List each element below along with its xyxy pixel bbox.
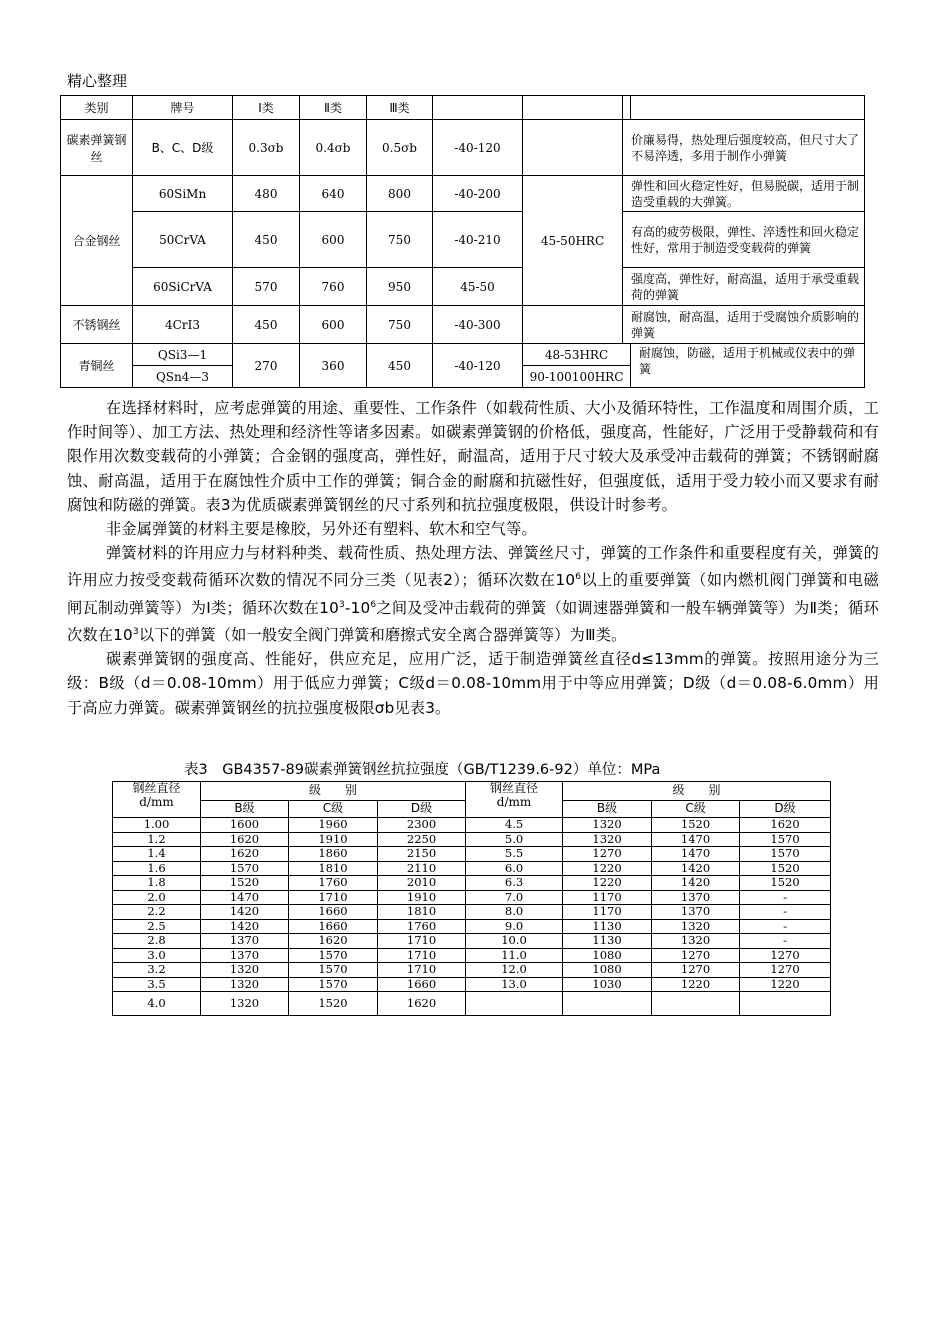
header-d: D级: [378, 801, 466, 818]
header-class-1: Ⅰ类: [233, 96, 300, 120]
header-c-2: C级: [652, 801, 740, 818]
cell-grade: 4CrI3: [133, 306, 233, 344]
table-cell: 9.0: [466, 919, 563, 934]
paragraph-allowable-stress: 弹簧材料的许用应力与材料种类、载荷性质、热处理方法、弹簧丝尺寸，弹簧的工作条件和重要程度有关，弹簧的许用应力按受变载荷循环次数的情况不同分三类（见表2）；循环次数在$10^6$以上的重要弹簧（如内燃机阀门弹簧和电磁闸瓦制动弹簧等）为Ⅰ类；循环次数在$10^3-10^6$之间及受冲击载荷的弹簧（如调速器弹簧和一般车辆弹簧等）为Ⅱ类；循环次数在$10^3$以下的弹簧（如一般安全阀门弹簧和磨擦式安全离合器弹簧等）为Ⅲ类。: [67, 544, 880, 645]
table-cell: 1220: [563, 876, 652, 891]
table-cell: 2110: [378, 861, 466, 876]
header-c: C级: [289, 801, 378, 818]
table-cell: 1220: [563, 861, 652, 876]
group-carbon: 碳素弹簧钢丝: [61, 120, 133, 176]
table-cell: 1270: [652, 948, 740, 963]
table-cell: 1910: [289, 832, 378, 847]
table-cell: 6.3: [466, 876, 563, 891]
table-cell: 1620: [740, 818, 831, 833]
cell-class-3: 450: [367, 344, 433, 388]
table-cell: 1810: [289, 861, 378, 876]
cell-class-1: 270: [233, 344, 300, 388]
header-d-2: D级: [740, 801, 831, 818]
table-cell: 13.0: [466, 977, 563, 992]
table-cell: 1520: [201, 876, 289, 891]
cell-class-3: 800: [367, 176, 433, 212]
table-cell: 1420: [652, 876, 740, 891]
table-cell: 12.0: [466, 963, 563, 978]
table-cell: 1960: [289, 818, 378, 833]
table-cell: 6.0: [466, 861, 563, 876]
table-row: [113, 832, 831, 847]
table-cell: 1660: [289, 905, 378, 920]
header-blank-6: [523, 96, 623, 120]
table-row: [113, 948, 831, 963]
table-cell: [563, 992, 652, 1016]
table-cell: -: [740, 919, 831, 934]
cell-class-1: 450: [233, 212, 300, 268]
table-cell: 1420: [201, 919, 289, 934]
cell-class-3: 750: [367, 306, 433, 344]
cell-temp: -40-200: [433, 176, 523, 212]
table-cell: 1080: [563, 963, 652, 978]
table-cell: 1.00: [113, 818, 201, 833]
table-cell: 5.0: [466, 832, 563, 847]
table-cell: 1270: [563, 847, 652, 862]
table-cell: 1570: [201, 861, 289, 876]
table-cell: 2250: [378, 832, 466, 847]
table-row: [113, 818, 831, 833]
cell-hardness: [523, 120, 623, 176]
table-cell: 1320: [201, 992, 289, 1016]
table-cell: 1420: [652, 861, 740, 876]
cell-desc: 弹性和回火稳定性好，但易脱碳，适用于制造受重载的大弹簧。: [623, 176, 865, 212]
tensile-strength-table: [112, 781, 831, 1016]
table-cell: 1710: [378, 963, 466, 978]
table-cell: 2300: [378, 818, 466, 833]
cell-desc: 价廉易得，热处理后强度较高，但尺寸大了不易淬透，多用于制作小弹簧: [623, 120, 865, 176]
table-cell: 1370: [201, 934, 289, 949]
table-cell: 2150: [378, 847, 466, 862]
table-cell: 1660: [378, 977, 466, 992]
table-cell: 8.0: [466, 905, 563, 920]
cell-temp: -40-120: [433, 120, 523, 176]
header-diameter-2: 钢丝直径 d/mm: [466, 782, 563, 818]
table-cell: 1470: [652, 832, 740, 847]
table-cell: 7.0: [466, 890, 563, 905]
cell-grade: B、C、D级: [133, 120, 233, 176]
table-cell: 1320: [563, 832, 652, 847]
table-cell: 2.8: [113, 934, 201, 949]
table-cell: 1220: [652, 977, 740, 992]
table-cell: 1130: [563, 934, 652, 949]
table-cell: 1860: [289, 847, 378, 862]
table-cell: 2.5: [113, 919, 201, 934]
table-cell: 1570: [740, 832, 831, 847]
table-cell: 1810: [378, 905, 466, 920]
table-cell: 1520: [652, 818, 740, 833]
table-row: [61, 268, 865, 306]
table-row: [113, 992, 831, 1016]
cell-grade: 60SiMn: [133, 176, 233, 212]
cell-temp: -40-120: [433, 344, 523, 388]
group-alloy: 合金钢丝: [61, 176, 133, 306]
cell-temp: 45-50: [433, 268, 523, 306]
cell-desc: 强度高，弹性好，耐高温，适用于承受重载荷的弹簧: [623, 268, 865, 306]
table-cell: -: [740, 890, 831, 905]
table-cell: 4.0: [113, 992, 201, 1016]
page-header: 精心整理: [67, 72, 128, 90]
cell-hardness: [523, 306, 623, 344]
table-cell: 1270: [652, 963, 740, 978]
cell-desc: 耐腐蚀，防磁，适用于机械或仪表中的弹簧: [631, 344, 865, 388]
table-cell: 1660: [289, 919, 378, 934]
table-cell: 1420: [201, 905, 289, 920]
header-b-2: B级: [563, 801, 652, 818]
table-cell: 1370: [652, 890, 740, 905]
header-b: B级: [201, 801, 289, 818]
cell-temp: -40-300: [433, 306, 523, 344]
table-row: [61, 212, 865, 268]
cell-class-1: 570: [233, 268, 300, 306]
table-cell: 1570: [289, 948, 378, 963]
table-cell: 1600: [201, 818, 289, 833]
table-cell: 1760: [289, 876, 378, 891]
table3-header-row: [113, 782, 831, 801]
table-cell: 2.0: [113, 890, 201, 905]
cell-hardness: 90-100100HRC: [523, 366, 631, 388]
table-cell: 1080: [563, 948, 652, 963]
table-cell: 1320: [201, 977, 289, 992]
cell-temp: -40-210: [433, 212, 523, 268]
table-row: [113, 905, 831, 920]
table-cell: 1520: [740, 876, 831, 891]
table-cell: 1710: [378, 948, 466, 963]
spring-material-table: [60, 95, 865, 388]
cell-class-2: 360: [300, 344, 367, 388]
cell-class-1: 450: [233, 306, 300, 344]
table-cell: 5.5: [466, 847, 563, 862]
group-bronze: 青铜丝: [61, 344, 133, 388]
cell-desc: 有高的疲劳极限，弹性、淬透性和回火稳定性好，常用于制造受变载荷的弹簧: [623, 212, 865, 268]
table-row: [61, 344, 865, 366]
table-row: [61, 306, 865, 344]
table-cell: [466, 992, 563, 1016]
table-cell: 1470: [652, 847, 740, 862]
cell-hardness: 48-53HRC: [523, 344, 631, 366]
paragraph-material-selection: 在选择材料时，应考虑弹簧的用途、重要性、工作条件（如载荷性质、大小及循环特性，工作温度和周围介质，工作时间等）、加工方法、热处理和经济性等诸多因素。如碳素弹簧钢的价格低，强度高，性能好，广泛用于受静载荷和有限作用次数变载荷的小弹簧；合金钢的强度高，弹性好，耐温高，适用于尺寸较大及承受冲击载荷的弹簧；不锈钢耐腐蚀、耐高温，适用于在腐蚀性介质中工作的弹簧；铜合金的耐腐和抗磁性好，但强度低，适用于受力较小而又要求有耐腐蚀和防磁的弹簧。表3为优质碳素弹簧钢丝的尺寸系列和抗拉强度极限，供设计时参考。: [67, 399, 879, 514]
header-diameter: 钢丝直径 d/mm: [113, 782, 201, 818]
group-stainless: 不锈钢丝: [61, 306, 133, 344]
header-blank-7: [623, 96, 631, 120]
table3-caption: 表3 GB4357-89碳素弹簧钢丝抗拉强度（GB/T1239.6-92）单位：MPa: [184, 762, 661, 778]
table-cell: 3.2: [113, 963, 201, 978]
cell-class-2: 0.4σb: [300, 120, 367, 176]
table-cell: 1570: [740, 847, 831, 862]
header-blank-5: [433, 96, 523, 120]
table-cell: 1520: [740, 861, 831, 876]
header-grade: 牌号: [133, 96, 233, 120]
table-cell: 1470: [201, 890, 289, 905]
table-cell: 1760: [378, 919, 466, 934]
table-row: [113, 861, 831, 876]
table-cell: 3.5: [113, 977, 201, 992]
cell-class-2: 600: [300, 306, 367, 344]
cell-grade: QSn4—3: [133, 366, 233, 388]
header-grade: 级 别: [201, 782, 466, 801]
table-cell: 3.0: [113, 948, 201, 963]
table-cell: 1710: [289, 890, 378, 905]
table-cell: 1270: [740, 948, 831, 963]
header-blank-8: [631, 96, 865, 120]
cell-alloy-hardness: 45-50HRC: [523, 176, 623, 306]
header-category: 类别: [61, 96, 133, 120]
table-cell: 2010: [378, 876, 466, 891]
header-grade-2: 级 别: [563, 782, 831, 801]
table-row: [113, 919, 831, 934]
cell-class-2: 600: [300, 212, 367, 268]
cell-desc: 耐腐蚀，耐高温，适用于受腐蚀介质影响的弹簧: [623, 306, 865, 344]
table-cell: -: [740, 905, 831, 920]
table-cell: 11.0: [466, 948, 563, 963]
table-cell: 1570: [289, 963, 378, 978]
table-cell: 1270: [740, 963, 831, 978]
cell-class-3: 750: [367, 212, 433, 268]
table-row: [61, 176, 865, 212]
table-header-row: [61, 96, 865, 120]
table-row: [113, 977, 831, 992]
table-cell: 1320: [563, 818, 652, 833]
cell-class-1: 480: [233, 176, 300, 212]
table-cell: 1320: [652, 934, 740, 949]
header-class-2: Ⅱ类: [300, 96, 367, 120]
table-cell: [740, 992, 831, 1016]
cell-grade: QSi3—1: [133, 344, 233, 366]
table-cell: 1370: [201, 948, 289, 963]
paragraph-nonmetal: 非金属弹簧的材料主要是橡胶，另外还有塑料、软木和空气等。: [106, 520, 537, 539]
table-cell: 1170: [563, 890, 652, 905]
header-class-3: Ⅲ类: [367, 96, 433, 120]
table-cell: 1370: [652, 905, 740, 920]
cell-class-1: 0.3σb: [233, 120, 300, 176]
table-cell: 1710: [378, 934, 466, 949]
cell-class-3: 0.5σb: [367, 120, 433, 176]
table-cell: 1.2: [113, 832, 201, 847]
table-cell: 1620: [289, 934, 378, 949]
table-row: [113, 963, 831, 978]
table-row: [61, 120, 865, 176]
table-cell: 1570: [289, 977, 378, 992]
cell-class-2: 760: [300, 268, 367, 306]
table-cell: 1520: [289, 992, 378, 1016]
table-cell: 4.5: [466, 818, 563, 833]
table-cell: 1620: [201, 832, 289, 847]
table-row: [113, 876, 831, 891]
table-row: [113, 890, 831, 905]
table-cell: 1130: [563, 919, 652, 934]
table-cell: 2.2: [113, 905, 201, 920]
table-cell: -: [740, 934, 831, 949]
table-cell: 1170: [563, 905, 652, 920]
table-cell: 1.6: [113, 861, 201, 876]
cell-class-2: 640: [300, 176, 367, 212]
table-cell: 1220: [740, 977, 831, 992]
body-text: [67, 396, 879, 720]
table-cell: 1620: [378, 992, 466, 1016]
table-row: [113, 934, 831, 949]
table-cell: 1.4: [113, 847, 201, 862]
cell-class-3: 950: [367, 268, 433, 306]
paragraph-carbon-steel: 碳素弹簧钢的强度高、性能好，供应充足，应用广泛，适于制造弹簧丝直径d≤13mm的弹簧。按照用途分为三级：B级（d＝0.08-10mm）用于低应力弹簧；C级d＝0.08-10mm用于中等应用弹簧；D级（d＝0.08-6.0mm）用于高应力弹簧。碳素弹簧钢丝的抗拉强度极限σb见表3。: [67, 650, 879, 717]
table-cell: 1.8: [113, 876, 201, 891]
table-row: [113, 847, 831, 862]
table-cell: 1620: [201, 847, 289, 862]
table-cell: [652, 992, 740, 1016]
table-cell: 10.0: [466, 934, 563, 949]
table-cell: 1320: [201, 963, 289, 978]
cell-grade: 60SiCrVA: [133, 268, 233, 306]
cell-grade: 50CrVA: [133, 212, 233, 268]
table-cell: 1030: [563, 977, 652, 992]
table-cell: 1320: [652, 919, 740, 934]
table-cell: 1910: [378, 890, 466, 905]
